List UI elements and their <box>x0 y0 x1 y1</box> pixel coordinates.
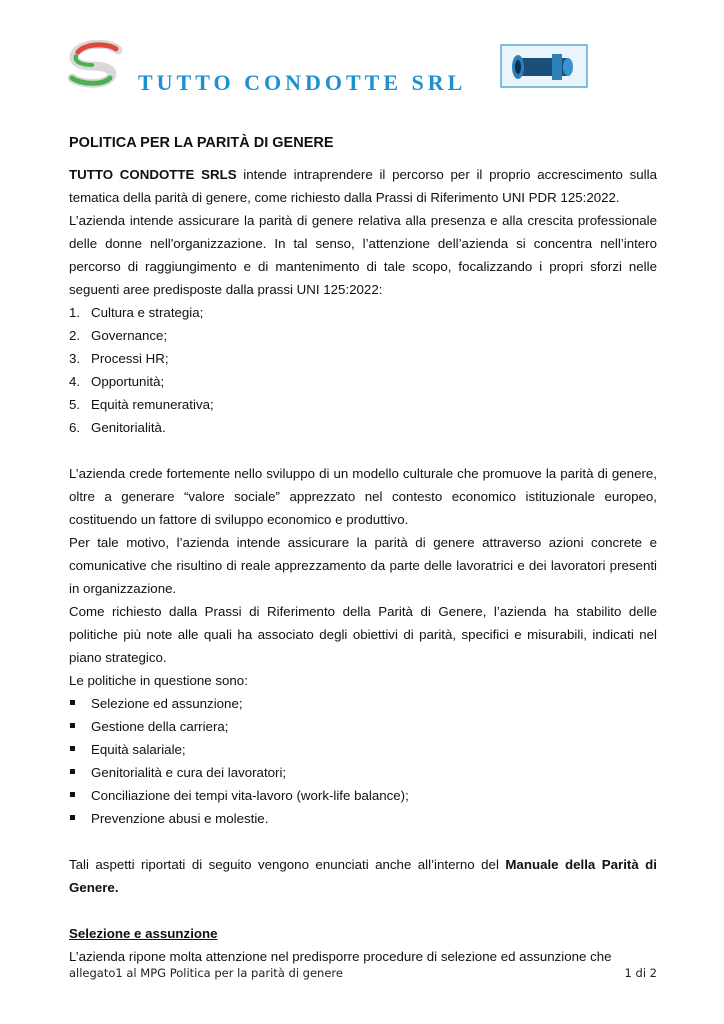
manual-reference: Manuale della Parità di Genere. <box>69 857 657 895</box>
policies-list <box>69 692 657 830</box>
letterhead <box>66 40 596 100</box>
list-item: 2. Governance; <box>69 328 168 343</box>
paragraph: L’azienda ripone molta attenzione nel predisporre procedure di selezione ed assunzione che <box>69 949 612 964</box>
list-item: Prevenzione abusi e molestie. <box>91 811 269 826</box>
paragraph: Per tale motivo, l’azienda intende assicurare la parità di genere attraverso azioni concrete e comunicative che risultino di reale apprezzamento da parte delle lavoratrici e dei lavoratori presenti in organizzazione. <box>69 535 657 596</box>
list-item: Selezione ed assunzione; <box>91 696 243 711</box>
paragraph: Tali aspetti riportati di seguito vengono enunciati anche all’interno del Manuale della Parità di Genere. <box>69 857 657 895</box>
list-item: 3. Processi HR; <box>69 351 169 366</box>
pipe-logo-icon <box>500 44 588 88</box>
list-item: 4. Opportunità; <box>69 374 165 389</box>
section-heading: Selezione e assunzione <box>69 926 218 941</box>
paragraph: L’azienda intende assicurare la parità di genere relativa alla presenza e alla crescita professionale delle donne nell'organizzazione. In tal senso, l’attenzione dell’azienda si concentra nell’intero percorso di raggiungimento e di mantenimento di tale scopo, focalizzando i propri sforzi nelle seguenti aree predisposte dalla prassi UNI 125:2022: <box>69 213 657 297</box>
document-title: POLITICA PER LA PARITÀ DI GENERE <box>69 135 334 151</box>
page-number: 1 di 2 <box>624 966 657 980</box>
list-item: 6. Genitorialità. <box>69 420 166 435</box>
company-strong: TUTTO CONDOTTE SRLS <box>69 167 237 182</box>
paragraph: Come richiesto dalla Prassi di Riferimento della Parità di Genere, l’azienda ha stabilito delle politiche più note alle quali ha associato degli obiettivi di parità, specifici e misurabili, indicati nel piano strategico. <box>69 604 657 665</box>
page-footer <box>69 966 657 980</box>
list-item: 1. Cultura e strategia; <box>69 305 204 320</box>
paragraph: Le politiche in questione sono: <box>69 673 248 688</box>
list-item: Gestione della carriera; <box>91 719 229 734</box>
intro-text: intende intraprendere il percorso per il proprio accrescimento sulla tematica della parità di genere, come richiesto dalla Prassi di Riferimento UNI PDR 125:2022. <box>69 167 657 205</box>
s-logo-icon <box>66 40 132 88</box>
document-body <box>69 163 657 968</box>
list-item: Genitorialità e cura dei lavoratori; <box>91 765 287 780</box>
areas-list <box>69 301 657 439</box>
footer-document-name: allegato1 al MPG Politica per la parità di genere <box>69 966 343 980</box>
list-item: 5. Equità remunerativa; <box>69 397 214 412</box>
company-name: TUTTO CONDOTTE SRL <box>138 70 467 95</box>
paragraph: L’azienda crede fortemente nello sviluppo di un modello culturale che promuove la parità di genere, oltre a generare “valore sociale” apprezzato nel contesto economico istituzionale europeo, costituendo un fattore di sviluppo economico e produttivo. <box>69 466 657 527</box>
list-item: Conciliazione dei tempi vita-lavoro (work-life balance); <box>91 788 409 803</box>
list-item: Equità salariale; <box>91 742 186 757</box>
intro-paragraph <box>69 163 657 209</box>
